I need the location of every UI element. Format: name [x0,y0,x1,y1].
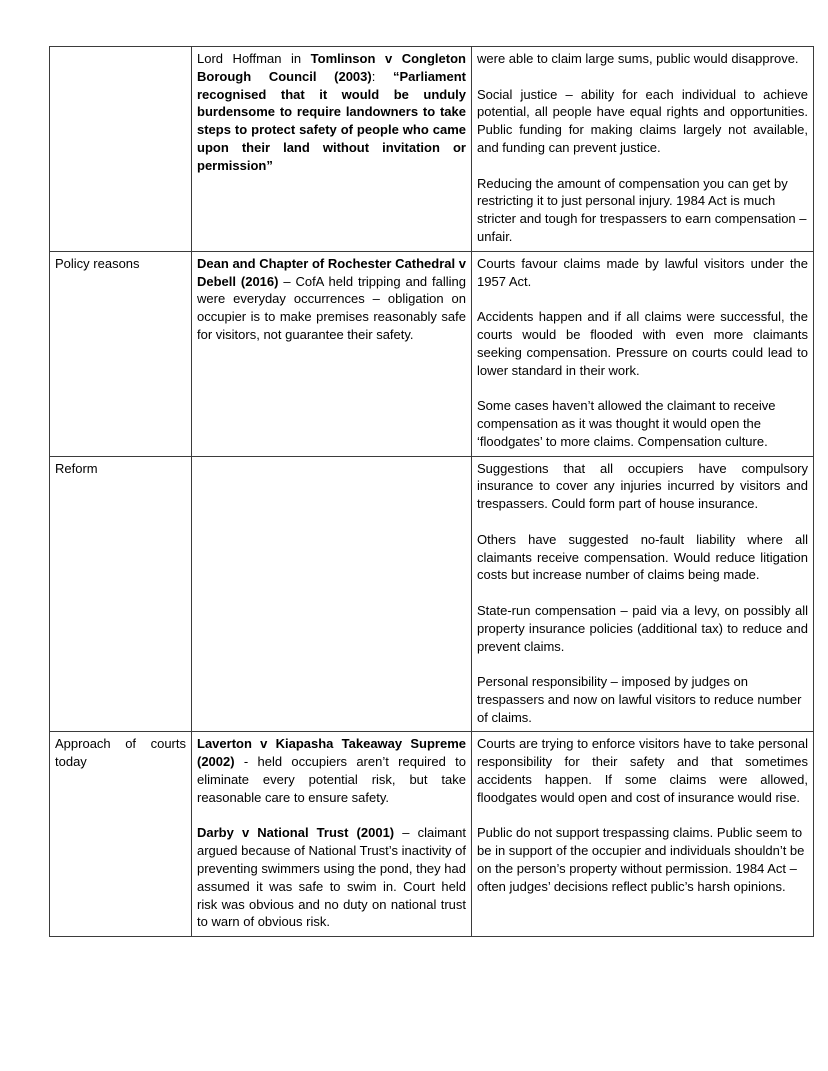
body-text: – CofA held tripping and falling were everyday occurrences – obligation on occupier is to make premises reasonably safe for visitors, not guarantee their safety. [197,273,466,342]
case-paragraph [197,50,466,175]
evaluation-paragraph [477,86,808,157]
evaluation-cell [472,251,814,456]
body-text: Some cases haven’t allowed the claimant to receive compensation as it was thought it would open the ‘floodgates’ to more claims. Compensation culture. [477,398,776,449]
body-text: : [371,68,394,84]
topic-label: Approach of courts today [55,736,186,770]
evaluation-paragraph [477,50,808,68]
evaluation-paragraph [477,308,808,379]
case-name-text: Laverton v Kiapasha Takeaway Supreme (2002) [197,736,466,770]
evaluation-paragraph [477,397,808,450]
topic-cell [50,732,192,937]
revision-table [49,46,814,937]
topic-label: Reform [55,460,98,476]
evaluation-paragraph [477,531,808,584]
evaluation-cell [472,47,814,252]
body-text: were able to claim large sums, public would disapprove. [477,51,799,66]
body-text: Courts are trying to enforce visitors have to take personal responsibility for their safety and that sometimes accidents happen. If some claims were allowed, floodgates would open and cost of insurance would rise. [477,736,808,805]
topic-cell [50,251,192,456]
body-text: Social justice – ability for each individual to achieve potential, all people have equal rights and opportunities. Public funding for making claims largely not available, and funding can prevent justice. [477,86,808,155]
evaluation-paragraph [477,175,808,246]
body-text: Personal responsibility – imposed by judges on trespassers and now on lawful visitors to reduce number of claims. [477,674,802,725]
table-row [50,251,814,456]
case-paragraph [197,255,466,344]
body-text: - held occupiers aren’t required to eliminate every potential risk, but take reasonable care to ensure safety. [197,754,466,805]
topic-label: Policy reasons [55,255,140,271]
empty-case-cell [197,461,201,476]
case-name-text: Tomlinson v Congleton Borough Council (2003) [197,51,466,84]
evaluation-paragraph [477,673,808,726]
case-paragraph [197,824,466,931]
body-text: Public do not support trespassing claims. Public seem to be in support of the occupier and individuals shouldn’t be on the person’s property without permission. 1984 Act – often judges’ decisions reflect public’s harsh opinions. [477,825,805,894]
body-text: Suggestions that all occupiers have compulsory insurance to cover any injuries incurred by visitors and trespassers. Could form part of house insurance. [477,460,808,512]
case-paragraph [197,735,466,806]
topic-cell [50,47,192,252]
body-text: Reducing the amount of compensation you can get by restricting it to just personal injury. 1984 Act is much stricter and tough for trespassers to earn compensation – unfair. [477,175,807,244]
body-text: Lord Hoffman in [197,51,311,66]
case-name-text: “Parliament recognised that it would be unduly burdensome to require landowners to take steps to protect safety of people who came upon their land without invitation or permission” [197,68,466,173]
case-cell [192,251,472,456]
evaluation-cell [472,456,814,732]
case-cell [192,47,472,252]
topic-cell [50,456,192,732]
evaluation-paragraph [477,735,808,806]
revision-table-body [50,47,814,937]
evaluation-paragraph [477,602,808,655]
case-cell [192,456,472,732]
body-text: State-run compensation – paid via a levy, on possibly all property insurance policies (additional tax) to reduce and prevent claims. [477,602,808,654]
case-name-text: Darby v National Trust (2001) [197,825,395,841]
evaluation-paragraph [477,824,808,895]
case-name-text: Dean and Chapter of Rochester Cathedral v Debell (2016) [197,255,466,289]
evaluation-paragraph [477,460,808,513]
table-row [50,456,814,732]
empty-topic-cell [55,51,59,66]
table-row [50,47,814,252]
body-text: – claimant argued because of National Trust’s inactivity of preventing swimmers using the pond, they had assumed it was safe to swim in. Court held risk was obvious and no duty on national trust to warn of obvious risk. [197,825,466,930]
body-text: Courts favour claims made by lawful visitors under the 1957 Act. [477,255,808,289]
evaluation-cell [472,732,814,937]
body-text: Others have suggested no-fault liability where all claimants receive compensation. Would reduce litigation costs but increase number of claims being made. [477,531,808,583]
evaluation-paragraph [477,255,808,291]
table-row [50,732,814,937]
case-cell [192,732,472,937]
body-text: Accidents happen and if all claims were successful, the courts would be flooded with even more claimants seeking compensation. Pressure on courts could lead to lower standard in their work. [477,309,808,378]
